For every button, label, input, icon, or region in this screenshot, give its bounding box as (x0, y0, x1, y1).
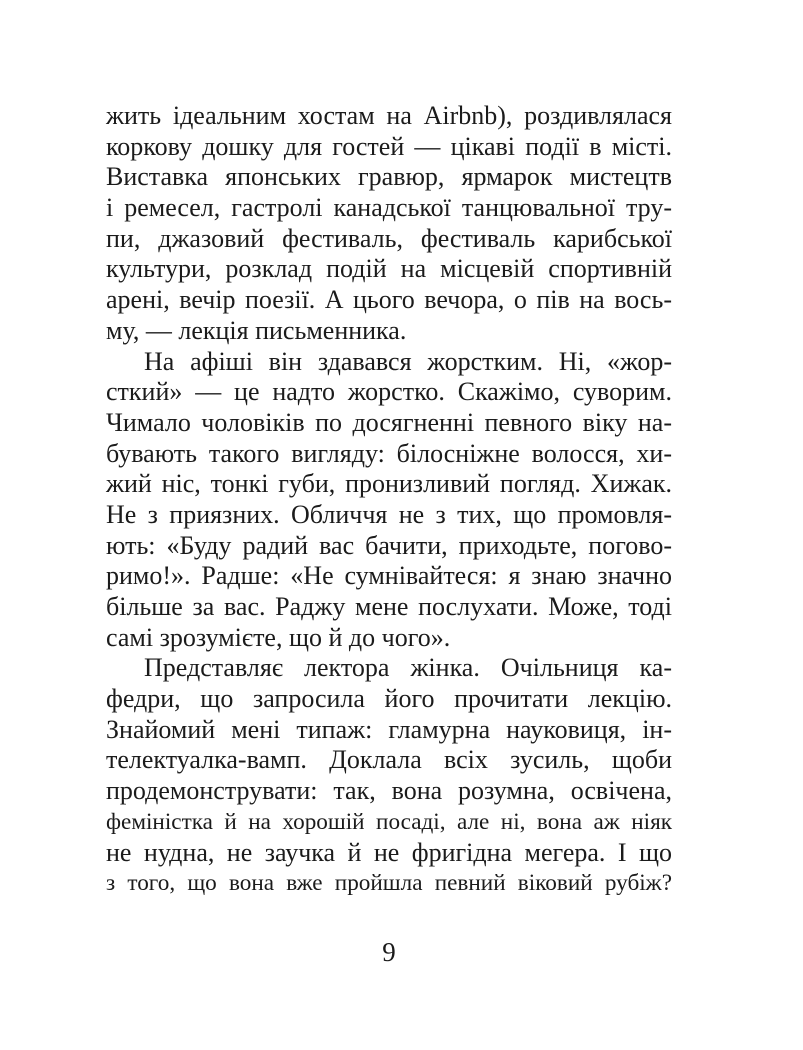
text-line: з того, що вона вже пройшла певний віковий рубіж? (106, 870, 672, 897)
text-line: ють: «Буду радий вас бачити, приходьте, погово- (106, 530, 672, 560)
text-line: продемонструвати: так, вона розумна, освічена, (106, 776, 672, 806)
text-line: сткий» — це надто жорстко. Скажімо, суворим. (106, 377, 672, 407)
text-line: бувають такого вигляду: білосніжне волосся, хи- (106, 438, 672, 468)
text-line: Виставка японських гравюр, ярмарок мистецтв (106, 162, 672, 192)
page-number: 9 (382, 937, 396, 967)
text-line: римо!». Радше: «Не сумнівайтеся: я знаю значно (106, 561, 672, 591)
text-line: федри, що запросила його прочитати лекцію. (106, 684, 672, 714)
text-block (106, 101, 672, 899)
text-line: пи, джазовий фестиваль, фестиваль карибської (106, 223, 672, 253)
text-line: коркову дошку для гостей — цікаві події в місті. (106, 131, 672, 161)
text-line: На афіші він здавався жорстким. Ні, «жор- (144, 346, 672, 376)
text-line: і ремесел, гастролі канадської танцювальної тру- (106, 193, 672, 223)
text-line: Представляє лектора жінка. Очільниця ка- (144, 653, 672, 683)
text-line: му, — лекція письменника. (106, 315, 407, 345)
text-line: культури, розклад подій на місцевій спортивній (106, 254, 672, 284)
text-line: феміністка й на хорошій посаді, але ні, вона аж ніяк (106, 808, 672, 835)
text-line: не нудна, не заучка й не фригідна мегера. І що (106, 837, 672, 867)
text-line: Знайомий мені типаж: гламурна науковиця, ін- (106, 714, 672, 744)
paragraph (106, 653, 672, 899)
text-line: Чимало чоловіків по досягненні певного віку на- (106, 407, 672, 437)
paragraph (106, 101, 672, 347)
text-line: жий ніс, тонкі губи, пронизливий погляд. Хижак. (106, 469, 672, 499)
text-line: Не з приязних. Обличчя не з тих, що промовля- (106, 499, 672, 529)
text-line: телектуалка-вамп. Доклала всіх зусиль, щоби (106, 745, 672, 775)
text-line: більше за вас. Раджу мене послухати. Може, тоді (106, 592, 672, 621)
text-line: самі зрозумієте, що й до чого». (106, 622, 451, 652)
paragraph (106, 347, 672, 654)
text-line: арені, вечір поезії. А цього вечора, о пів на вось- (106, 285, 672, 315)
text-line: жить ідеальним хостам на Airbnb), роздивлялася (106, 101, 672, 130)
